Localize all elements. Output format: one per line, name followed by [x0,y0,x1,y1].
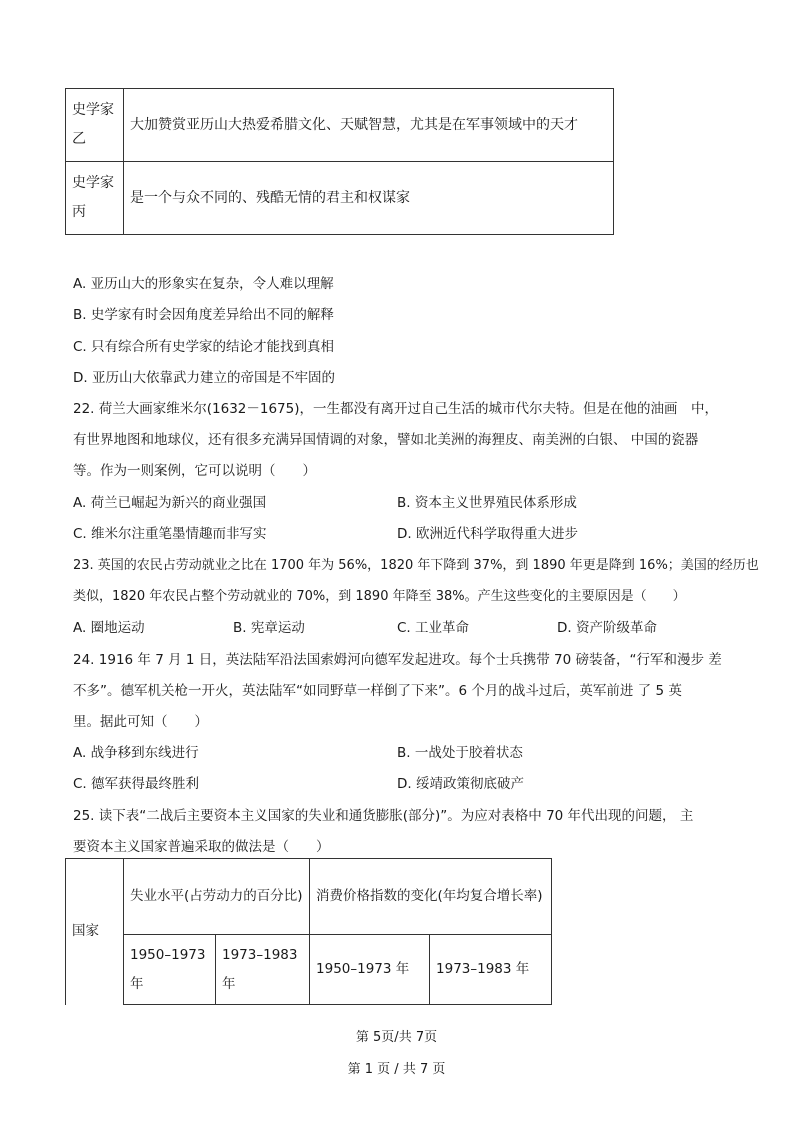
q24-stem-line: 里。据此可知（ ） [73,714,208,730]
historian-label: 史学家丙 [66,162,124,235]
q23-option-d: D. 资产阶级革命 [557,620,657,636]
q25-stem-line: 25. 读下表“二战后主要资本主义国家的失业和通货膨胀(部分)”。为应对表格中 70 年代出现的问题， 主 [73,808,694,824]
table-row [66,89,614,162]
cpi-header: 消费价格指数的变化(年均复合增长率) [310,859,552,935]
country-header: 国家 [66,859,124,1005]
q24-option-d: D. 绥靖政策彻底破产 [397,776,524,792]
q25-stem-line: 要资本主义国家普遍采取的做法是（ ） [73,839,330,855]
q23-option-a: A. 圈地运动 [73,620,145,636]
q24-stem-line: 24. 1916 年 7 月 1 日，英法陆军沿法国索姆河向德军发起进攻。每个士兵携带 70 磅装备，“行军和漫步 差 [73,652,722,668]
q23-stem-line: 类似，1820 年农民占整个劳动就业的 70%，到 1890 年降至 38%。产生这些变化的主要原因是（ ） [73,589,686,604]
page-number-inner: 第 5页/共 7页 [355,1030,438,1045]
period-header: 1973–1983 年 [430,935,552,1005]
q21-option-c: C. 只有综合所有史学家的结论才能找到真相 [73,339,335,355]
unemployment-header: 失业水平(占劳动力的百分比) [124,859,310,935]
q22-option-a: A. 荷兰已崛起为新兴的商业强国 [73,495,267,511]
q24-option-a: A. 战争移到东线进行 [73,745,199,761]
q24-option-b: B. 一战处于胶着状态 [397,745,523,761]
q24-option-c: C. 德军获得最终胜利 [73,776,200,792]
period-header: 1950–1973 年 [310,935,430,1005]
q21-option-a: A. 亚历山大的形象实在复杂，令人难以理解 [73,276,334,292]
q22-option-d: D. 欧洲近代科学取得重大进步 [397,526,578,542]
unemployment-inflation-table [65,858,552,1005]
q23-stem-line: 23. 英国的农民占劳动就业之比在 1700 年为 56%，1820 年下降到 37%，到 1890 年更是降到 16%；美国的经历也 [73,558,759,573]
historian-label: 史学家乙 [66,89,124,162]
historian-table [65,88,614,235]
period-header: 1973–1983 年 [216,935,310,1005]
table-row [66,162,614,235]
q22-option-b: B. 资本主义世界殖民体系形成 [397,495,577,511]
q23-option-c: C. 工业革命 [397,620,470,636]
q21-option-d: D. 亚历山大依靠武力建立的帝国是不牢固的 [73,370,335,386]
q21-option-b: B. 史学家有时会因角度差异给出不同的解释 [73,307,334,323]
period-header: 1950–1973 年 [124,935,216,1005]
q23-option-b: B. 宪章运动 [233,620,305,636]
historian-view: 是一个与众不同的、残酷无情的君主和权谋家 [124,162,614,235]
q22-stem-line: 22. 荷兰大画家维米尔(1632－1675)，一生都没有离开过自己生活的城市代尔夫特。但是在他的油画 中， [73,401,719,417]
page-number-outer: 第 1 页 / 共 7 页 [347,1062,446,1077]
historian-view: 大加赞赏亚历山大热爱希腊文化、天赋智慧，尤其是在军事领域中的天才 [124,89,614,162]
q22-stem-line: 等。作为一则案例，它可以说明（ ） [73,463,316,479]
q22-stem-line: 有世界地图和地球仪，还有很多充满异国情调的对象，譬如北美洲的海狸皮、南美洲的白银、 中国的瓷器 [73,432,699,448]
q22-option-c: C. 维米尔注重笔墨情趣而非写实 [73,526,267,542]
q24-stem-line: 不多”。德军机关枪一开火，英法陆军“如同野草一样倒了下来”。6 个月的战斗过后，英军前进 了 5 英 [73,683,682,699]
